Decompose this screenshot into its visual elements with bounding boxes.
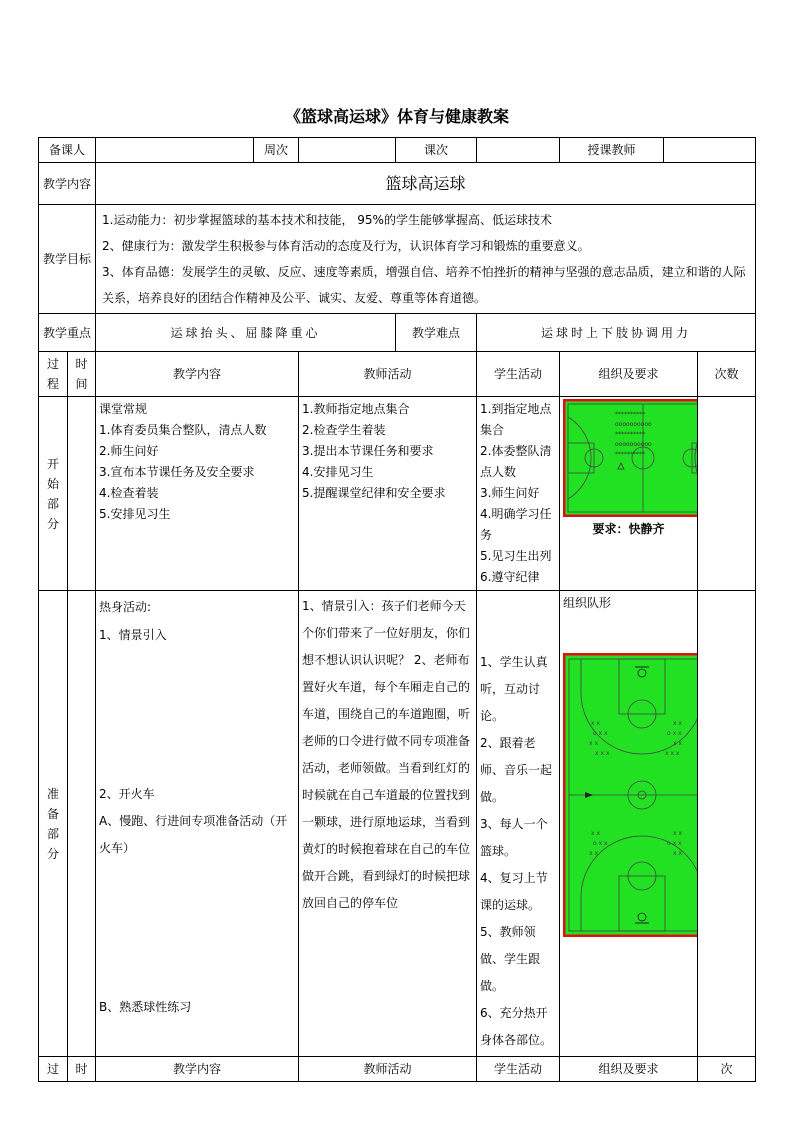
goal-item: 2、健康行为：激发学生积极参与体育活动的态度及行为，认识体育学习和锻炼的重要意义。 — [102, 239, 590, 253]
col-content: 教学内容 — [96, 352, 299, 397]
list-item: 4、复习上节课的运球。 — [480, 871, 548, 912]
svg-text:o x x: o x x — [593, 840, 608, 847]
goal-item: 1.运动能力：初步掌握篮球的基本技术和技能， 95%的学生能够掌握高、低运球技术 — [102, 213, 552, 227]
goal-item: 3、体育品德：发展学生的灵敏、反应、速度等素质，增强自信、培养不怕挫折的精神与坚强的意志品质，建立和谐的人际关系，培养良好的团结合作精神及公平、诚实、友爱、尊重等体育道德。 — [102, 265, 746, 305]
list-item: 3.师生问好 — [480, 486, 540, 500]
start-count — [698, 397, 756, 591]
preparer-value[interactable] — [96, 138, 254, 163]
list-item: 2.检查学生着装 — [302, 423, 386, 437]
prep-count — [698, 591, 756, 1057]
list-item: 5.安排见习生 — [99, 507, 171, 521]
list-item: B、熟悉球性练习 — [99, 1000, 192, 1014]
prep-time — [68, 591, 96, 1057]
list-item: 3.提出本节课任务和要求 — [302, 444, 434, 458]
svg-text:x x: x x — [591, 720, 601, 727]
footer-count: 次 — [698, 1057, 756, 1082]
svg-text:x x: x x — [673, 850, 683, 857]
list-item: 热身活动: — [99, 600, 152, 614]
footer-time: 时 — [68, 1057, 96, 1082]
col-organization: 组织及要求 — [560, 352, 698, 397]
difficulty-value: 运球时上下肢协调用力 — [477, 314, 756, 352]
svg-text:x x: x x — [589, 740, 599, 747]
footer-organization: 组织及要求 — [560, 1057, 698, 1082]
lesson-no-value[interactable] — [477, 138, 560, 163]
preparer-label: 备课人 — [39, 138, 96, 163]
horizontal-court-diagram — [563, 399, 698, 517]
svg-text:x x x: x x x — [665, 750, 680, 757]
prep-student — [477, 591, 560, 1057]
list-item: 3.宣布本节课任务及安全要求 — [99, 465, 255, 479]
key-points-value: 运球抬头、屈膝降重心 — [96, 314, 396, 352]
svg-text:**********: ********** — [615, 411, 646, 418]
start-section-label: 开始部分 — [39, 397, 68, 591]
teacher-value[interactable] — [664, 138, 756, 163]
col-time: 时间 — [68, 352, 96, 397]
lesson-plan-table — [38, 137, 756, 1082]
list-item: 5.提醒课堂纪律和安全要求 — [302, 486, 446, 500]
list-item: 4.检查着装 — [99, 486, 159, 500]
start-time — [68, 397, 96, 591]
list-item: 5、教师领做、学生跟做。 — [480, 925, 541, 993]
footer-teacher: 教师活动 — [299, 1057, 477, 1082]
week-label: 周次 — [254, 138, 299, 163]
prep-content — [96, 591, 299, 1057]
col-teacher: 教师活动 — [299, 352, 477, 397]
col-student: 学生活动 — [477, 352, 560, 397]
footer-process: 过 — [39, 1057, 68, 1082]
footer-student: 学生活动 — [477, 1057, 560, 1082]
list-item: 1.体育委员集合整队，清点人数 — [99, 423, 267, 437]
svg-text:**********: ********** — [615, 451, 646, 458]
list-item: 2.体委整队清点人数 — [480, 444, 552, 479]
start-organization — [560, 397, 698, 591]
prep-teacher: 1、情景引入：孩子们老师今天个你们带来了一位好朋友，你们想不想认识认识呢？ 2、老师布置好火车道，每个车厢走自己的车道，围绕自己的车道跑圈，听老师的口令进行做不同专项准备活动，老师领做。当看到红灯的时候就在自己车道最的位置找到一颗球，进行原地运球，当看到黄灯的时候抱着球在自己的车位做开合跳，看到绿灯的时候把球放回自己的停车位 — [299, 591, 477, 1057]
vertical-court-diagram — [563, 653, 698, 937]
start-teacher — [299, 397, 477, 591]
svg-text:x x: x x — [673, 720, 683, 727]
svg-text:x x: x x — [591, 830, 601, 837]
svg-text:o x x: o x x — [667, 730, 682, 737]
svg-text:**********: ********** — [615, 431, 646, 438]
svg-text:o x x: o x x — [593, 730, 608, 737]
list-item: 1、学生认真听，互动讨论。 — [480, 655, 548, 723]
key-points-label: 教学重点 — [39, 314, 96, 352]
content-value: 篮球高运球 — [96, 163, 756, 205]
svg-text:o x x: o x x — [667, 840, 682, 847]
goals-label: 教学目标 — [39, 205, 96, 314]
svg-text:x x: x x — [589, 850, 599, 857]
list-item: 2、跟着老师、音乐一起做。 — [480, 736, 553, 804]
list-item: 1、情景引入 — [99, 628, 167, 642]
list-item: 4.安排见习生 — [302, 465, 374, 479]
list-item: 4.明确学习任务 — [480, 507, 552, 542]
list-item: 6.遵守纪律 — [480, 570, 540, 584]
footer-content: 教学内容 — [96, 1057, 299, 1082]
list-item: 课堂常规 — [99, 402, 148, 416]
col-count: 次数 — [698, 352, 756, 397]
difficulty-label: 教学难点 — [396, 314, 477, 352]
lesson-no-label: 课次 — [396, 138, 477, 163]
list-item: 1.教师指定地点集合 — [302, 402, 410, 416]
list-item: 2.师生问好 — [99, 444, 159, 458]
prep-organization — [560, 591, 698, 1057]
svg-text:x x x: x x x — [595, 750, 610, 757]
list-item: 3、每人一个篮球。 — [480, 817, 548, 858]
page-title: 《篮球高运球》体育与健康教案 — [284, 107, 509, 126]
svg-text:x x: x x — [673, 830, 683, 837]
requirement-text: 要求：快静齐 — [592, 522, 665, 536]
teacher-label: 授课教师 — [560, 138, 664, 163]
week-value[interactable] — [299, 138, 396, 163]
start-student — [477, 397, 560, 591]
list-item: 1.到指定地点集合 — [480, 402, 552, 437]
svg-text:oooooooooo: oooooooooo — [615, 441, 652, 448]
list-item: A、慢跑、行进间专项准备活动（开火车） — [99, 814, 288, 855]
content-label: 教学内容 — [39, 163, 96, 205]
list-item: 6、充分热开身体各部位。 — [480, 1006, 553, 1047]
list-item: 5.见习生出列 — [480, 549, 552, 563]
svg-text:oooooooooo: oooooooooo — [615, 421, 652, 428]
organization-label: 组织队形 — [563, 596, 612, 610]
goals-list — [96, 205, 756, 314]
svg-text:x x: x x — [673, 740, 683, 747]
prep-section-label: 准备部分 — [39, 591, 68, 1057]
list-item: 2、开火车 — [99, 787, 155, 801]
col-process: 过程 — [39, 352, 68, 397]
start-content — [96, 397, 299, 591]
